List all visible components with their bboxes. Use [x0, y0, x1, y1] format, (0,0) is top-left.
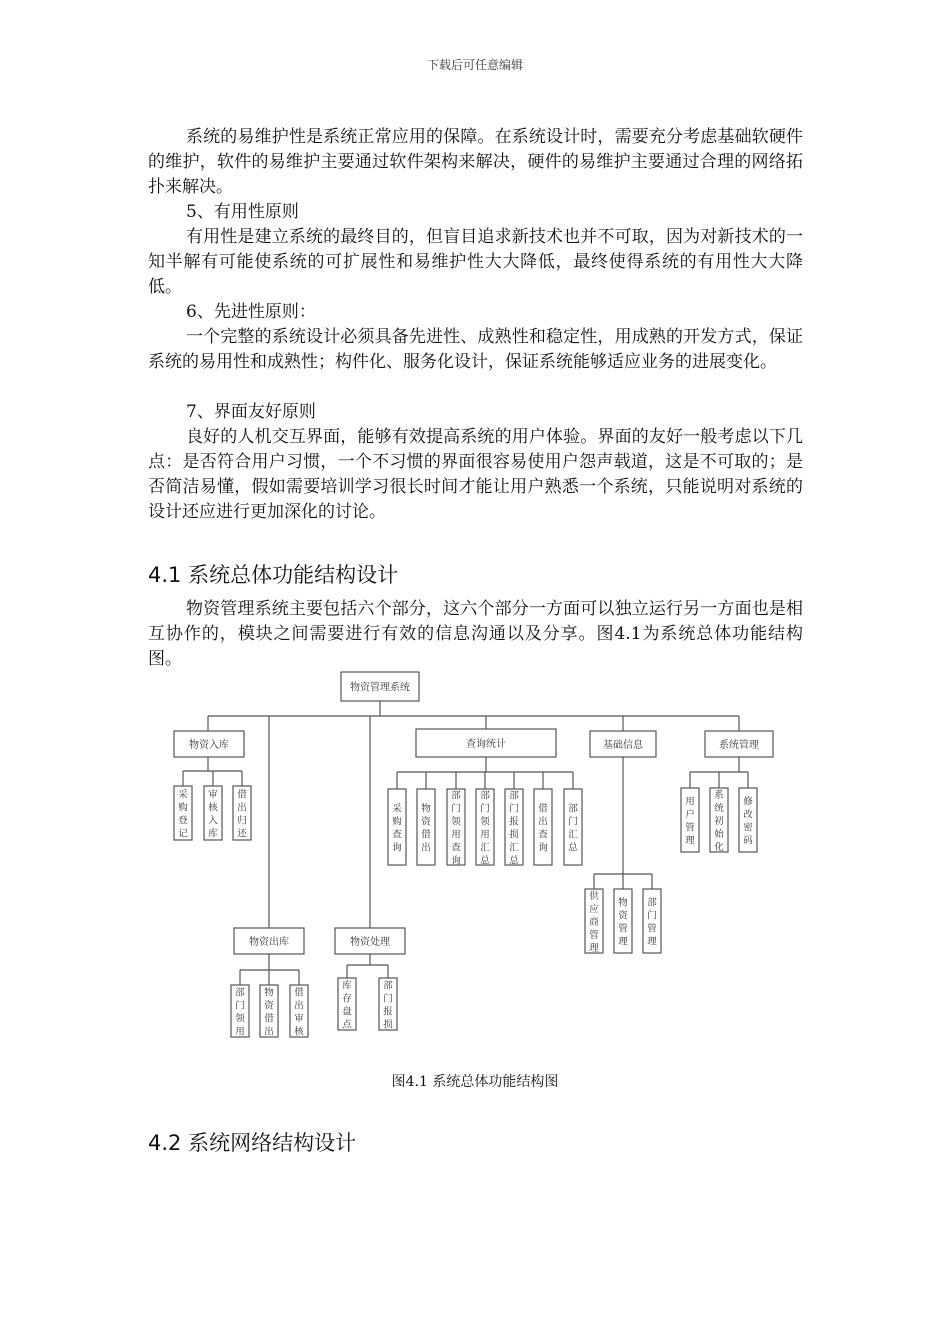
leaf-query-2-char: 部	[451, 790, 461, 802]
leaf-processing-1-char: 部	[383, 980, 393, 992]
leaf-processing-0-char: 盘	[342, 1006, 352, 1018]
leaf-sysmgmt-0-char: 户	[685, 809, 695, 821]
leaf-sysmgmt-0-char: 理	[685, 835, 695, 847]
leaf-inbound-0-char: 购	[178, 802, 188, 814]
leaf-query-2-char: 询	[451, 855, 461, 867]
leaf-processing-0-char: 存	[342, 993, 352, 1005]
root-node-label: 物资管理系统	[350, 682, 410, 694]
leaf-sysmgmt-2-char: 改	[743, 809, 753, 821]
leaf-basic-1-char: 物	[618, 897, 628, 909]
leaf-processing-1-char: 损	[383, 1019, 393, 1031]
leaf-sysmgmt-0-char: 用	[685, 796, 695, 808]
leaf-query-5-char: 查	[538, 829, 548, 841]
leaf-inbound-1-char: 库	[208, 828, 218, 840]
leaf-processing-1-char: 门	[383, 993, 393, 1005]
leaf-outbound-2-char: 出	[294, 1000, 304, 1012]
leaf-basic-0-char: 管	[589, 930, 599, 941]
leaf-query-4-char: 损	[509, 829, 519, 841]
leaf-outbound-1-char: 借	[264, 1013, 274, 1025]
leaf-inbound-2-char: 还	[237, 828, 247, 840]
leaf-sysmgmt-1-char: 化	[714, 842, 724, 853]
leaf-query-6-char: 总	[568, 842, 578, 854]
leaf-processing-1-char: 报	[383, 1006, 393, 1018]
module-query-label: 查询统计	[466, 739, 506, 750]
leaf-sysmgmt-2-char: 码	[743, 835, 753, 847]
leaf-basic-0-char: 供	[589, 891, 599, 902]
leaf-outbound-1-char: 资	[264, 1000, 274, 1012]
leaf-inbound-2-char: 出	[237, 802, 247, 814]
leaf-inbound-0-char: 登	[178, 815, 188, 827]
figure-caption: 图4.1 系统总体功能结构图	[391, 1074, 559, 1090]
leaf-inbound-0-char: 记	[178, 828, 188, 840]
principle-7-heading: 7、界面友好原则	[186, 402, 316, 422]
section-4-1-body: 物资管理系统主要包括六个部分，这六个部分一方面可以独立运行另一方面也是相互协作的，模块之间需要进行有效的信息沟通以及分享。图4.1为系统总体功能结构图。	[148, 599, 803, 669]
leaf-outbound-2-char: 审	[294, 1013, 304, 1025]
leaf-inbound-1-char: 审	[208, 789, 218, 801]
leaf-outbound-0-char: 部	[235, 987, 245, 999]
leaf-query-0-char: 查	[392, 829, 402, 841]
paragraph-advancement: 一个完整的系统设计必须具备先进性、成熟性和稳定性，用成熟的开发方式，保证系统的易用性和成熟性；构件化、服务化设计，保证系统能够适应业务的进展变化。	[148, 327, 803, 372]
leaf-sysmgmt-0-char: 管	[685, 822, 695, 834]
leaf-outbound-1-char: 物	[264, 987, 274, 999]
leaf-query-3-char: 总	[480, 855, 490, 867]
leaf-basic-1-char: 资	[618, 910, 628, 922]
leaf-query-3-char: 用	[480, 829, 490, 841]
leaf-query-3-char: 汇	[480, 842, 490, 854]
module-basic-label: 基础信息	[603, 740, 643, 751]
leaf-outbound-0-char: 用	[235, 1026, 245, 1038]
leaf-query-5-char: 借	[538, 803, 548, 815]
leaf-query-1-char: 物	[421, 803, 431, 815]
leaf-query-5-char: 询	[538, 842, 548, 854]
leaf-outbound-1-char: 出	[264, 1026, 274, 1038]
leaf-processing-0-char: 库	[342, 980, 352, 992]
leaf-sysmgmt-1-char: 统	[714, 803, 724, 814]
principle-6-heading: 6、先进性原则：	[186, 302, 316, 322]
leaf-inbound-1-char: 核	[208, 802, 218, 814]
module-inbound-label: 物资入库	[189, 740, 229, 751]
leaf-sysmgmt-2-char: 修	[743, 796, 753, 808]
leaf-inbound-1-char: 入	[208, 815, 218, 827]
leaf-basic-0-char: 理	[589, 943, 599, 954]
leaf-query-3-char: 部	[480, 790, 490, 802]
leaf-basic-2-char: 门	[647, 910, 657, 922]
paragraph-usefulness: 有用性是建立系统的最终目的，但盲目追求新技术也并不可取，因为对新技术的一知半解有可能使系统的可扩展性和易维护性大大降低，最终使得系统的有用性大大降低。	[148, 227, 803, 297]
leaf-query-1-char: 资	[421, 816, 431, 828]
leaf-query-4-char: 报	[509, 816, 519, 828]
leaf-outbound-0-char: 领	[235, 1013, 245, 1025]
leaf-query-2-char: 领	[451, 816, 461, 828]
leaf-query-6-char: 部	[568, 803, 578, 815]
leaf-query-1-char: 出	[421, 842, 431, 854]
leaf-basic-0-char: 应	[589, 904, 599, 915]
diagram-nodes	[174, 672, 773, 1038]
leaf-query-0-char: 购	[392, 816, 402, 828]
leaf-sysmgmt-2-char: 密	[743, 822, 753, 834]
leaf-outbound-2-char: 借	[294, 987, 304, 999]
leaf-sysmgmt-1-char: 初	[714, 816, 724, 827]
leaf-inbound-2-char: 归	[237, 815, 247, 827]
leaf-query-4-char: 汇	[509, 842, 519, 854]
leaf-query-0-char: 询	[392, 842, 402, 854]
page-header: 下载后可任意编辑	[426, 58, 523, 72]
leaf-query-3-char: 门	[480, 803, 490, 815]
module-sysmgmt-label: 系统管理	[719, 740, 759, 751]
leaf-query-4-char: 门	[509, 803, 519, 815]
leaf-query-4-char: 总	[509, 855, 519, 867]
leaf-query-5-char: 出	[538, 816, 548, 828]
leaf-query-2-char: 查	[451, 842, 461, 854]
leaf-query-1-char: 借	[421, 829, 431, 841]
module-outbound-label: 物资出库	[249, 937, 289, 948]
leaf-query-6-char: 门	[568, 816, 578, 828]
leaf-inbound-2-char: 借	[237, 789, 247, 801]
leaf-basic-0-char: 商	[589, 917, 599, 928]
leaf-sysmgmt-1-char: 始	[714, 829, 724, 840]
leaf-outbound-2-char: 核	[294, 1026, 304, 1038]
leaf-query-2-char: 门	[451, 803, 461, 815]
leaf-basic-2-char: 管	[647, 923, 657, 935]
leaf-basic-1-char: 管	[618, 923, 628, 935]
leaf-query-4-char: 部	[509, 790, 519, 802]
paragraph-maintainability: 系统的易维护性是系统正常应用的保障。在系统设计时，需要充分考虑基础软硬件的维护，软件的易维护主要通过软件架构来解决，硬件的易维护主要通过合理的网络拓扑来解决。	[148, 127, 803, 197]
leaf-query-2-char: 用	[451, 829, 461, 841]
leaf-basic-2-char: 部	[647, 897, 657, 909]
leaf-sysmgmt-1-char: 系	[714, 790, 724, 801]
leaf-query-6-char: 汇	[568, 829, 578, 841]
section-4-2-title: 4.2 系统网络结构设计	[148, 1131, 357, 1155]
leaf-outbound-0-char: 门	[235, 1000, 245, 1012]
leaf-inbound-0-char: 采	[178, 789, 188, 801]
module-processing-label: 物资处理	[350, 937, 390, 948]
leaf-basic-2-char: 理	[647, 936, 657, 948]
section-4-1-title: 4.1 系统总体功能结构设计	[148, 563, 399, 587]
leaf-basic-1-char: 理	[618, 936, 628, 948]
paragraph-friendly-ui: 良好的人机交互界面，能够有效提高系统的用户体验。界面的友好一般考虑以下几点：是否符合用户习惯，一个不习惯的界面很容易使用户怨声载道，这是不可取的；是否简洁易懂，假如需要培训学习很长时间才能让用户熟悉一个系统，只能说明对系统的设计还应进行更加深化的讨论。	[148, 427, 803, 522]
leaf-query-3-char: 领	[480, 816, 490, 828]
leaf-query-0-char: 采	[392, 803, 402, 815]
principle-5-heading: 5、有用性原则	[186, 202, 299, 222]
leaf-processing-0-char: 点	[342, 1019, 352, 1031]
